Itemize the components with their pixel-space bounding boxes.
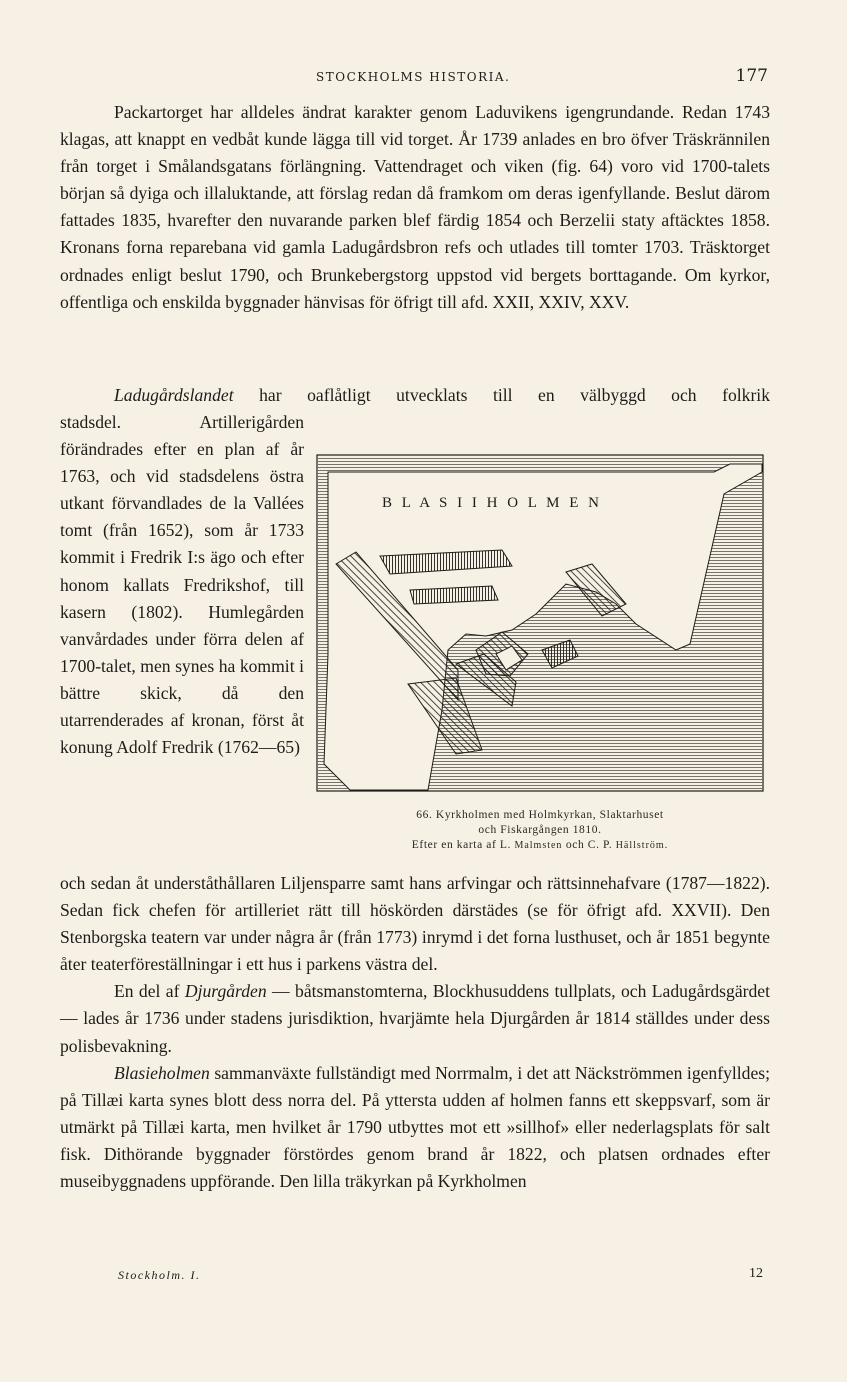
caption-credit-hallstrom: Hällström. [615,840,669,851]
body-text-bottom [60,870,770,1195]
caption-line-1: 66. Kyrkholmen med Holmkyrkan, Slaktarhuset [416,809,664,821]
caption-credit-malmsten: Malmsten [514,840,563,851]
running-title: STOCKHOLMS HISTORIA. [316,70,511,84]
paragraph-packartorget: Packartorget har alldeles ändrat karakter genom Laduvikens igengrundande. Redan 1743 klagas, att knappt en vedbåt kunde lägga till vid torget. År 1739 anlades en bro öfver Träskrännilen från torget i Smålandsgatans förlängning. Vattendraget och viken (fig. 64) voro vid 1700-talets början så dyiga och illaluktande, att förslag redan då framkom om deras igenfyllande. Beslut därom fattades 1835, hvarefter den nuvarande parken blef färdig 1854 och Berzelii staty aftäcktes 1858. Kronans forna reparebana vid gamla Ladugårdsbron refs och utlades till tomter 1703. Träsktorget ordnades enligt beslut 1790, och Brunkebergstorg uppstod vid bergets borttagande. Om kyrkor, offentliga och enskilda byggnader hänvisas för öfrigt till afd. XXII, XXIV, XXV. [60,102,770,312]
map-label: B L A S I I H O L M E N [382,495,602,511]
djurgarden-lead: En del af [114,981,180,1002]
paragraph-ladugardslandet-column: stadsdel. Artillerigården förändrades efter en plan af år 1763, och vid stadsdelens östra utkant förvandlades de la Vallées tomt (från 1652), som år 1733 kommit i Fredrik I:s ägo och efter honom kallats Fredrikshof, till kasern (1802). Humlegården vanvårdades under förra delen af 1700-talet, men synes ha kommit i bättre skick, då den utarrenderades af kronan, först åt konung Adolf Fredrik (1762—65) [60,412,304,758]
paragraph-ladugardslandet-first-line [60,382,770,409]
figure-caption [316,808,764,853]
paragraph-blasieholmen [60,1060,770,1195]
sheet-number: 12 [749,1266,763,1281]
page-number: 177 [735,66,768,86]
ladugardslandet-first-line-text: har oaflåtligt utvecklats till en välbyggd och folkrik [259,385,770,405]
term-djurgarden: Djurgården [184,981,267,1002]
signature-mark: Stockholm. I. [118,1268,201,1282]
term-blasieholmen: Blasieholmen [114,1062,210,1083]
caption-line-2: och Fiskargången 1810. [478,824,602,836]
djurgarden-text: — båtsmanstomterna, Blockhusuddens tullplats, och Ladugårdsgärdet — lades år 1736 under stadens jurisdiktion, hvarjämte hela Djurgården år 1814 ställdes under dess polisbevakning. [60,981,770,1056]
body-text-top [60,99,770,316]
blasieholmen-text: sammanväxte fullständigt med Norrmalm, i det att Näckströmmen igenfylldes; på Tillæi karta synes blott dess norra del. På yttersta udden af holmen fanns ett skeppsvarf, som är utmärkt på Tillæi karta, men hvilket år 1790 utbyttes mot ett »sillhof» eller nederlagsplats för salt fisk. Dithörande byggnader förstördes genom brand år 1822, och platsen ordnades efter museibyggnadens uppförande. Den lilla träkyrkan på Kyrkholmen [60,1062,770,1192]
caption-credit-a: Efter en karta af L. [411,839,511,851]
caption-line-3 [316,838,764,853]
paragraph-djurgarden [60,978,770,1059]
term-ladugardslandet: Ladugårdslandet [114,385,234,405]
caption-credit-c: och C. P. [565,839,613,851]
paragraph-continuation: och sedan åt underståthållaren Liljensparre samt hans arfvingar och rättsinnehafvare (1787—1822). Sedan fick chefen för artilleriet rätt till höskörden därstädes (se för öfrigt afd. XXVII). Den Stenborgska teatern var under några år (från 1773) inrymd i det forna lusthuset, och år 1851 begynte åter teaterföreställningar i ett hus i parkens västra del. [60,873,770,975]
map-figure-66 [316,454,764,794]
running-head [60,66,770,90]
